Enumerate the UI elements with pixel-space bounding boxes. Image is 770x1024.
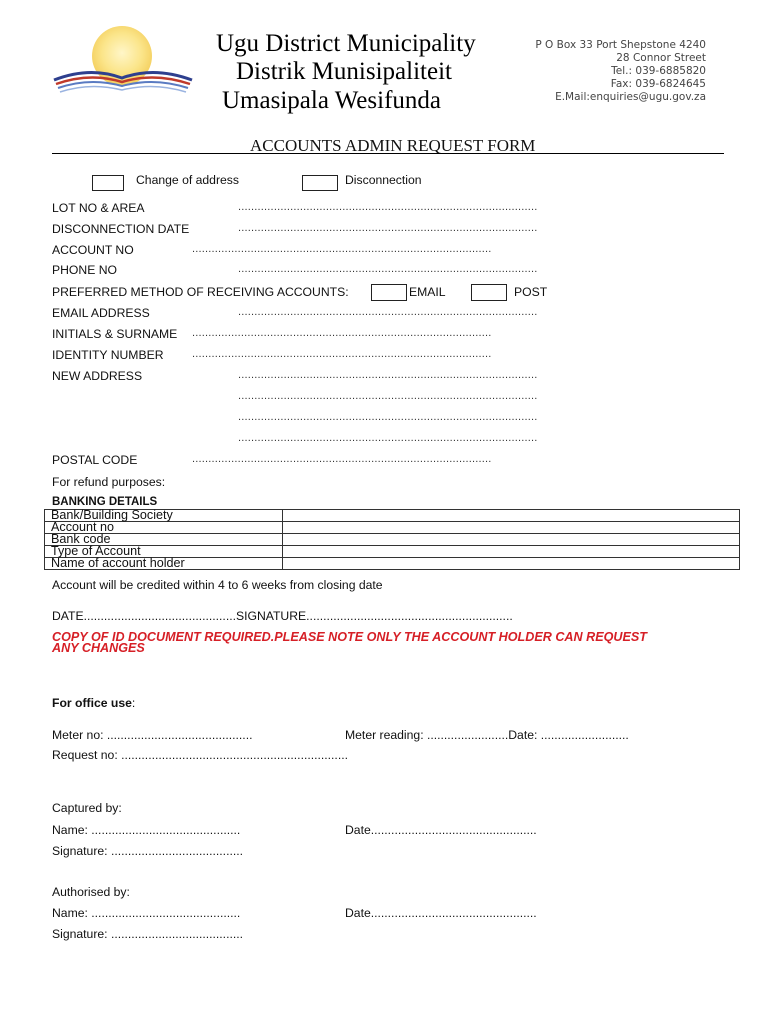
initials-surname-input[interactable]: ............................................................................................ (192, 327, 492, 339)
table-row (45, 534, 740, 546)
table-row (45, 522, 740, 534)
date-signature-line[interactable]: DATE.............................................SIGNATURE............................................................. (52, 609, 513, 623)
credit-note: Account will be credited within 4 to 6 weeks from closing date (52, 578, 383, 592)
address-fax: Fax: 039-6824645 (610, 78, 706, 90)
email-address-label: EMAIL ADDRESS (52, 306, 150, 320)
new-address-label: NEW ADDRESS (52, 369, 143, 383)
identity-number-input[interactable]: ............................................................................................ (192, 348, 492, 360)
post-method-label: POST (514, 285, 548, 299)
authorised-signature-field[interactable]: Signature: ....................................... (52, 927, 244, 941)
change-of-address-checkbox[interactable] (92, 175, 124, 191)
authorised-name-field[interactable]: Name: ............................................ (52, 906, 241, 920)
bank-account-no-cell[interactable] (283, 522, 740, 534)
banking-details-table (44, 509, 740, 570)
office-use-heading (52, 696, 135, 710)
postal-code-input[interactable]: ............................................................................................ (192, 453, 492, 465)
lot-no-label: LOT NO & AREA (52, 201, 145, 215)
bank-code-cell[interactable] (283, 534, 740, 546)
captured-name-field[interactable]: Name: ............................................ (52, 823, 241, 837)
disconnection-checkbox[interactable] (302, 175, 338, 191)
id-warning-line-2: ANY CHANGES (52, 641, 145, 655)
phone-no-label: PHONE NO (52, 263, 118, 277)
phone-no-input[interactable]: ............................................................................................ (238, 263, 538, 275)
meter-no-field[interactable]: Meter no: ........................................... (52, 728, 253, 742)
address-po-box: P O Box 33 Port Shepstone 4240 (535, 39, 706, 51)
meter-reading-field[interactable]: Meter reading: ........................Date: .......................... (345, 728, 629, 742)
account-no-row-label: Account no (45, 522, 283, 534)
preferred-method-label: PREFERRED METHOD OF RECEIVING ACCOUNTS: (52, 285, 349, 299)
id-warning-line-1: COPY OF ID DOCUMENT REQUIRED.PLEASE NOTE ONLY THE ACCOUNT HOLDER CAN REQUEST (52, 630, 647, 644)
table-row (45, 510, 740, 522)
office-use-heading-colon: : (131, 696, 136, 710)
org-name-english: Ugu District Municipality (216, 30, 476, 57)
bank-code-label: Bank code (45, 534, 283, 546)
account-no-input[interactable]: ............................................................................................ (192, 243, 492, 255)
address-tel: Tel.: 039-6885820 (611, 65, 706, 77)
disconnection-date-label: DISCONNECTION DATE (52, 222, 190, 236)
initials-surname-label: INITIALS & SURNAME (52, 327, 178, 341)
change-of-address-label: Change of address (136, 173, 239, 187)
captured-by-label: Captured by: (52, 801, 122, 815)
authorised-by-label: Authorised by: (52, 885, 130, 899)
org-name-afrikaans: Distrik Munisipaliteit (236, 58, 452, 85)
disconnection-label: Disconnection (345, 173, 422, 187)
municipality-logo (50, 26, 200, 106)
org-name-zulu: Umasipala Wesifunda (222, 87, 441, 114)
post-method-checkbox[interactable] (471, 284, 507, 301)
identity-number-label: IDENTITY NUMBER (52, 348, 164, 362)
new-address-line-3[interactable]: ............................................................................................ (238, 411, 538, 423)
refund-intro: For refund purposes: (52, 475, 166, 489)
account-holder-label: Name of account holder (45, 558, 283, 570)
email-method-checkbox[interactable] (371, 284, 407, 301)
new-address-line-4[interactable]: ............................................................................................ (238, 432, 538, 444)
email-address-input[interactable]: ............................................................................................ (238, 306, 538, 318)
bank-name-label: Bank/Building Society (45, 510, 283, 522)
address-email: E.Mail:enquiries@ugu.gov.za (555, 91, 706, 103)
account-no-label: ACCOUNT NO (52, 243, 134, 257)
office-use-heading-text: For office use (52, 696, 132, 710)
account-type-cell[interactable] (283, 546, 740, 558)
bank-name-cell[interactable] (283, 510, 740, 522)
table-row (45, 558, 740, 570)
captured-signature-field[interactable]: Signature: ....................................... (52, 844, 244, 858)
form-title: ACCOUNTS ADMIN REQUEST FORM (250, 136, 536, 155)
disconnection-date-input[interactable]: ............................................................................................ (238, 222, 538, 234)
address-street: 28 Connor Street (616, 52, 706, 64)
request-no-field[interactable]: Request no: ................................................................... (52, 748, 348, 762)
lot-no-input[interactable]: ............................................................................................ (238, 201, 538, 213)
account-holder-cell[interactable] (283, 558, 740, 570)
postal-code-label: POSTAL CODE (52, 453, 138, 467)
email-method-label: EMAIL (409, 285, 446, 299)
new-address-line-1[interactable]: ............................................................................................ (238, 369, 538, 381)
new-address-line-2[interactable]: ............................................................................................ (238, 390, 538, 402)
authorised-date-field[interactable]: Date................................................. (345, 906, 537, 920)
account-type-label: Type of Account (45, 546, 283, 558)
captured-date-field[interactable]: Date................................................. (345, 823, 537, 837)
title-underline (52, 153, 724, 154)
banking-details-heading: BANKING DETAILS (52, 496, 158, 508)
contact-address (535, 39, 706, 104)
